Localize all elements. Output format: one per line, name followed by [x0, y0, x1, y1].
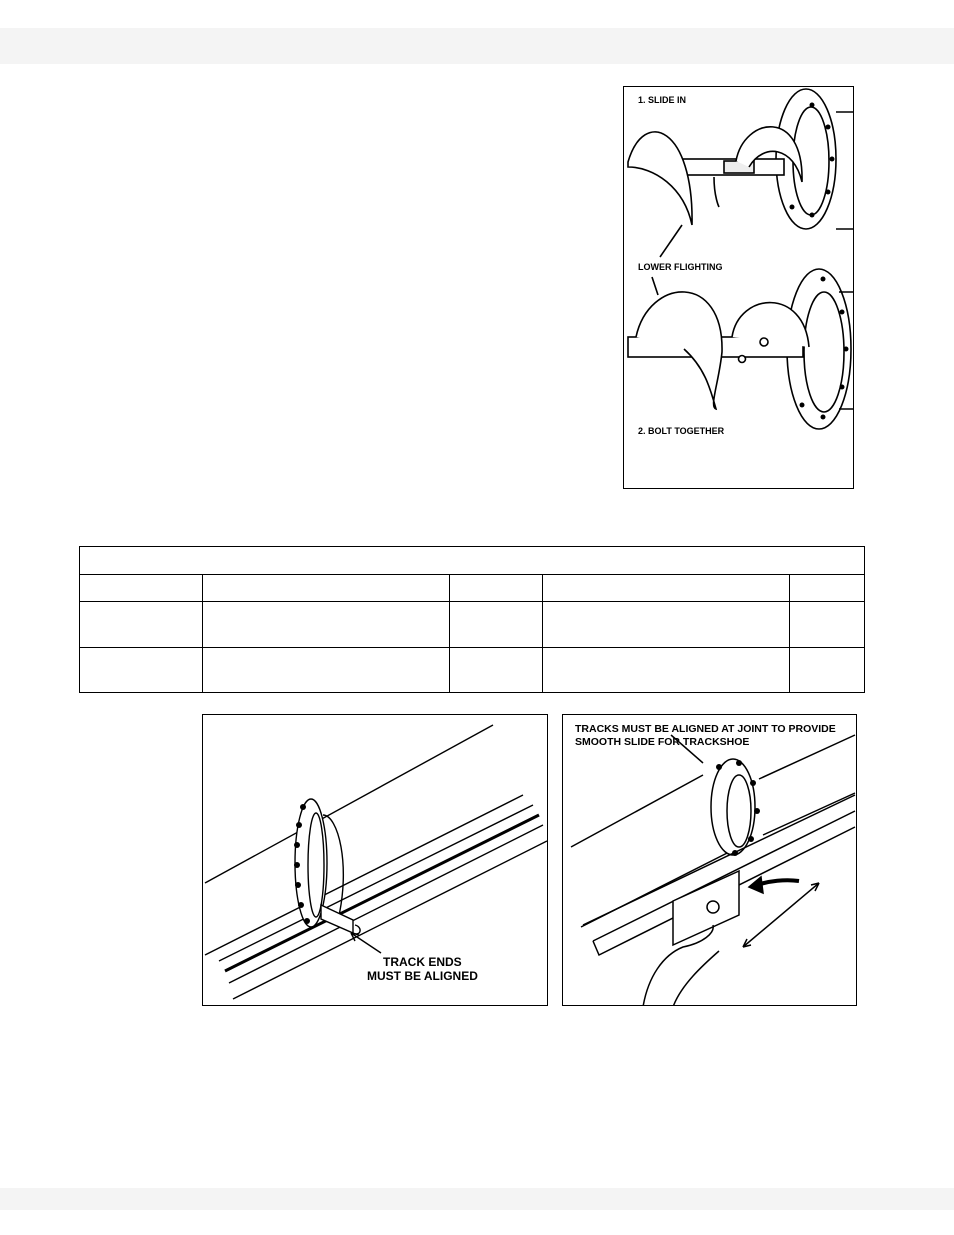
table-cell [450, 647, 543, 692]
track-ends-callout-line1: TRACK ENDS [383, 955, 462, 969]
table-cell [203, 647, 450, 692]
step2-label: 2. BOLT TOGETHER [638, 426, 725, 436]
header-band [0, 28, 954, 64]
table-cell [790, 602, 865, 647]
table-cell [80, 602, 203, 647]
table-header-cell [80, 575, 203, 602]
footer-band [0, 1188, 954, 1210]
table-cell [450, 602, 543, 647]
trackshoe-callout-line1: TRACKS MUST BE ALIGNED AT JOINT TO PROVIDE [575, 723, 836, 735]
track-ends-illustration [203, 715, 548, 1006]
table-header-cell [790, 575, 865, 602]
auger-flighting-figure [623, 86, 854, 489]
table-header-row [80, 575, 865, 602]
table-row [80, 647, 865, 692]
table-row [80, 602, 865, 647]
lower-flighting-callout: LOWER FLIGHTING [638, 262, 723, 272]
trackshoe-figure [562, 714, 857, 1006]
trackshoe-callout-line2: SMOOTH SLIDE FOR TRACKSHOE [575, 736, 750, 748]
table-cell [543, 602, 790, 647]
table-header-cell [203, 575, 450, 602]
table-title-row [80, 547, 865, 575]
trackshoe-illustration [563, 715, 857, 1006]
table-header-cell [543, 575, 790, 602]
step1-label: 1. SLIDE IN [638, 95, 687, 105]
table-header-cell [450, 575, 543, 602]
table-cell [790, 647, 865, 692]
table-cell [80, 647, 203, 692]
table-title [80, 547, 865, 575]
table-cell [203, 602, 450, 647]
track-ends-callout-line2: MUST BE ALIGNED [367, 969, 478, 983]
table-cell [543, 647, 790, 692]
spec-table [79, 546, 865, 693]
track-ends-figure [202, 714, 548, 1006]
